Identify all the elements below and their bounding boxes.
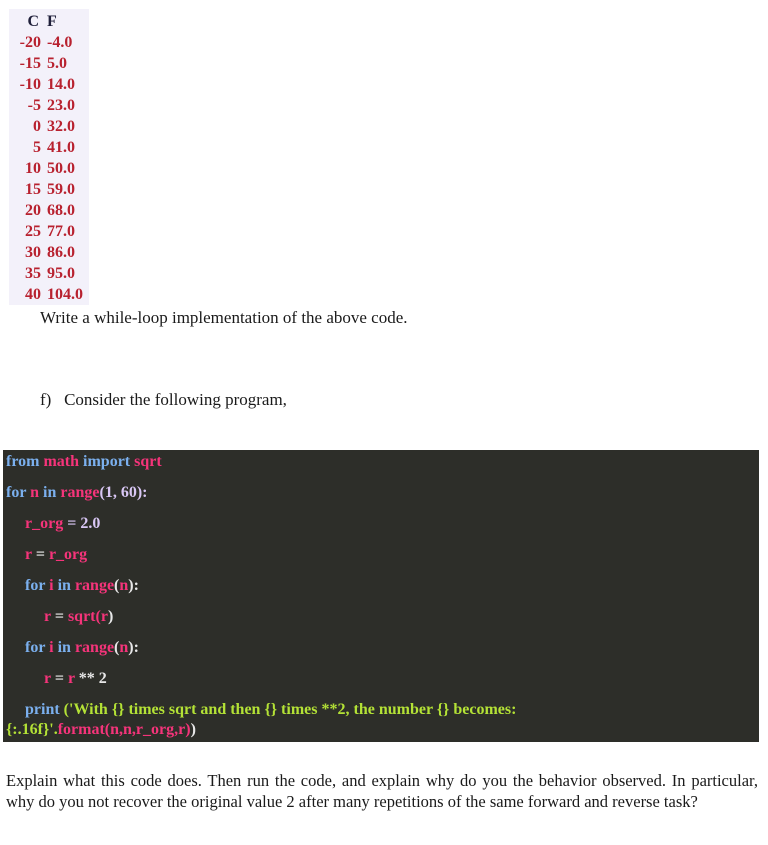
var-n: n <box>119 577 129 594</box>
fn-format: format(n,n,r_org,r) <box>57 721 191 738</box>
paren-close: ): <box>128 577 139 594</box>
table-row <box>9 179 89 200</box>
celsius-value: 15 <box>25 181 41 198</box>
var-r-org: r_org <box>48 546 88 563</box>
fn-print: print <box>25 701 60 718</box>
header-celsius: C <box>27 13 39 30</box>
import-name: sqrt <box>134 453 162 470</box>
question-f <box>40 390 287 410</box>
table-row <box>9 95 89 116</box>
var-r: r <box>44 608 51 625</box>
table-header <box>9 11 89 32</box>
code-line-9 <box>25 701 516 719</box>
paren-close: ): <box>128 639 139 656</box>
explanation-paragraph: Explain what this code does. Then run the code, and explain why do you the behavior observed. In particular, why do you not recover the original value 2 after many repetitions of the same forward and reverse task? <box>6 771 758 811</box>
fahrenheit-value: -4.0 <box>47 34 73 51</box>
celsius-value: 40 <box>25 286 41 303</box>
celsius-value: 5 <box>33 139 41 156</box>
var-r: r <box>25 546 32 563</box>
celsius-value: -15 <box>19 55 41 72</box>
format-string: ('With {} times sqrt and then {} times **2, the number {} becomes: <box>63 701 517 718</box>
paren-open: ( <box>114 639 120 656</box>
question-text: Consider the following program, <box>64 390 287 409</box>
fahrenheit-value: 5.0 <box>47 55 67 72</box>
var-r: r <box>100 608 108 625</box>
table-row <box>9 284 89 305</box>
paren-close: ) <box>107 608 114 625</box>
assign-op: = <box>35 546 45 563</box>
header-fahrenheit: F <box>47 13 57 30</box>
var-r: r <box>67 670 75 687</box>
kw-in: in <box>57 577 71 594</box>
fahrenheit-value: 86.0 <box>47 244 75 261</box>
table-row <box>9 200 89 221</box>
var-i: i <box>49 577 54 594</box>
celsius-value: 20 <box>25 202 41 219</box>
table-row <box>9 32 89 53</box>
celsius-value: -10 <box>19 76 41 93</box>
fn-sqrt: sqrt( <box>67 608 101 625</box>
kw-in: in <box>43 484 57 501</box>
table-row <box>9 74 89 95</box>
kw-import: import <box>83 453 131 470</box>
celsius-value: 10 <box>25 160 41 177</box>
paren-open: ( <box>114 577 120 594</box>
code-block <box>3 450 759 742</box>
code-line-7 <box>25 639 139 657</box>
assign-op: = <box>54 608 64 625</box>
kw-in: in <box>57 639 71 656</box>
fahrenheit-value: 50.0 <box>47 160 75 177</box>
var-r-org: r_org <box>25 515 64 532</box>
fahrenheit-value: 23.0 <box>47 97 75 114</box>
table-row <box>9 158 89 179</box>
kw-for: for <box>25 577 46 594</box>
module-name: math <box>43 453 80 470</box>
code-line-4 <box>25 546 87 564</box>
fahrenheit-value: 59.0 <box>47 181 75 198</box>
code-line-2 <box>6 484 147 502</box>
celsius-value: -5 <box>27 97 41 114</box>
kw-for: for <box>6 484 27 501</box>
assign-op: = <box>54 670 64 687</box>
table-row <box>9 137 89 158</box>
fahrenheit-value: 77.0 <box>47 223 75 240</box>
celsius-value: 25 <box>25 223 41 240</box>
celsius-value: 0 <box>33 118 41 135</box>
fahrenheit-value: 41.0 <box>47 139 75 156</box>
fahrenheit-value: 95.0 <box>47 265 75 282</box>
code-line-6 <box>44 608 113 626</box>
fn-range: range <box>74 639 115 656</box>
table-row <box>9 263 89 284</box>
fn-range: range <box>74 577 115 594</box>
celsius-value: 30 <box>25 244 41 261</box>
table-row <box>9 53 89 74</box>
code-line-10 <box>6 721 196 739</box>
format-string-end: {:.16f}'. <box>6 721 58 738</box>
power-op: ** 2 <box>78 670 107 687</box>
var-n: n <box>119 639 129 656</box>
code-line-1 <box>6 453 162 471</box>
fahrenheit-value: 14.0 <box>47 76 75 93</box>
assign-value: = 2.0 <box>67 515 101 532</box>
celsius-value: -20 <box>19 34 41 51</box>
fahrenheit-value: 32.0 <box>47 118 75 135</box>
kw-from: from <box>6 453 40 470</box>
var-n: n <box>30 484 40 501</box>
table-row <box>9 116 89 137</box>
code-line-8 <box>44 670 107 688</box>
while-loop-instruction: Write a while-loop implementation of the above code. <box>40 308 408 327</box>
table-row <box>9 242 89 263</box>
var-i: i <box>49 639 54 656</box>
var-r: r <box>44 670 51 687</box>
range-args: (1, 60): <box>99 484 148 501</box>
fahrenheit-value: 104.0 <box>47 286 83 303</box>
question-marker: f) <box>40 390 52 409</box>
kw-for: for <box>25 639 46 656</box>
paren-close: ) <box>190 721 196 738</box>
fahrenheit-value: 68.0 <box>47 202 75 219</box>
table-row <box>9 221 89 242</box>
code-line-5 <box>25 577 139 595</box>
celsius-value: 35 <box>25 265 41 282</box>
code-line-3 <box>25 515 100 533</box>
conversion-table <box>9 9 89 305</box>
fn-range: range <box>60 484 100 501</box>
